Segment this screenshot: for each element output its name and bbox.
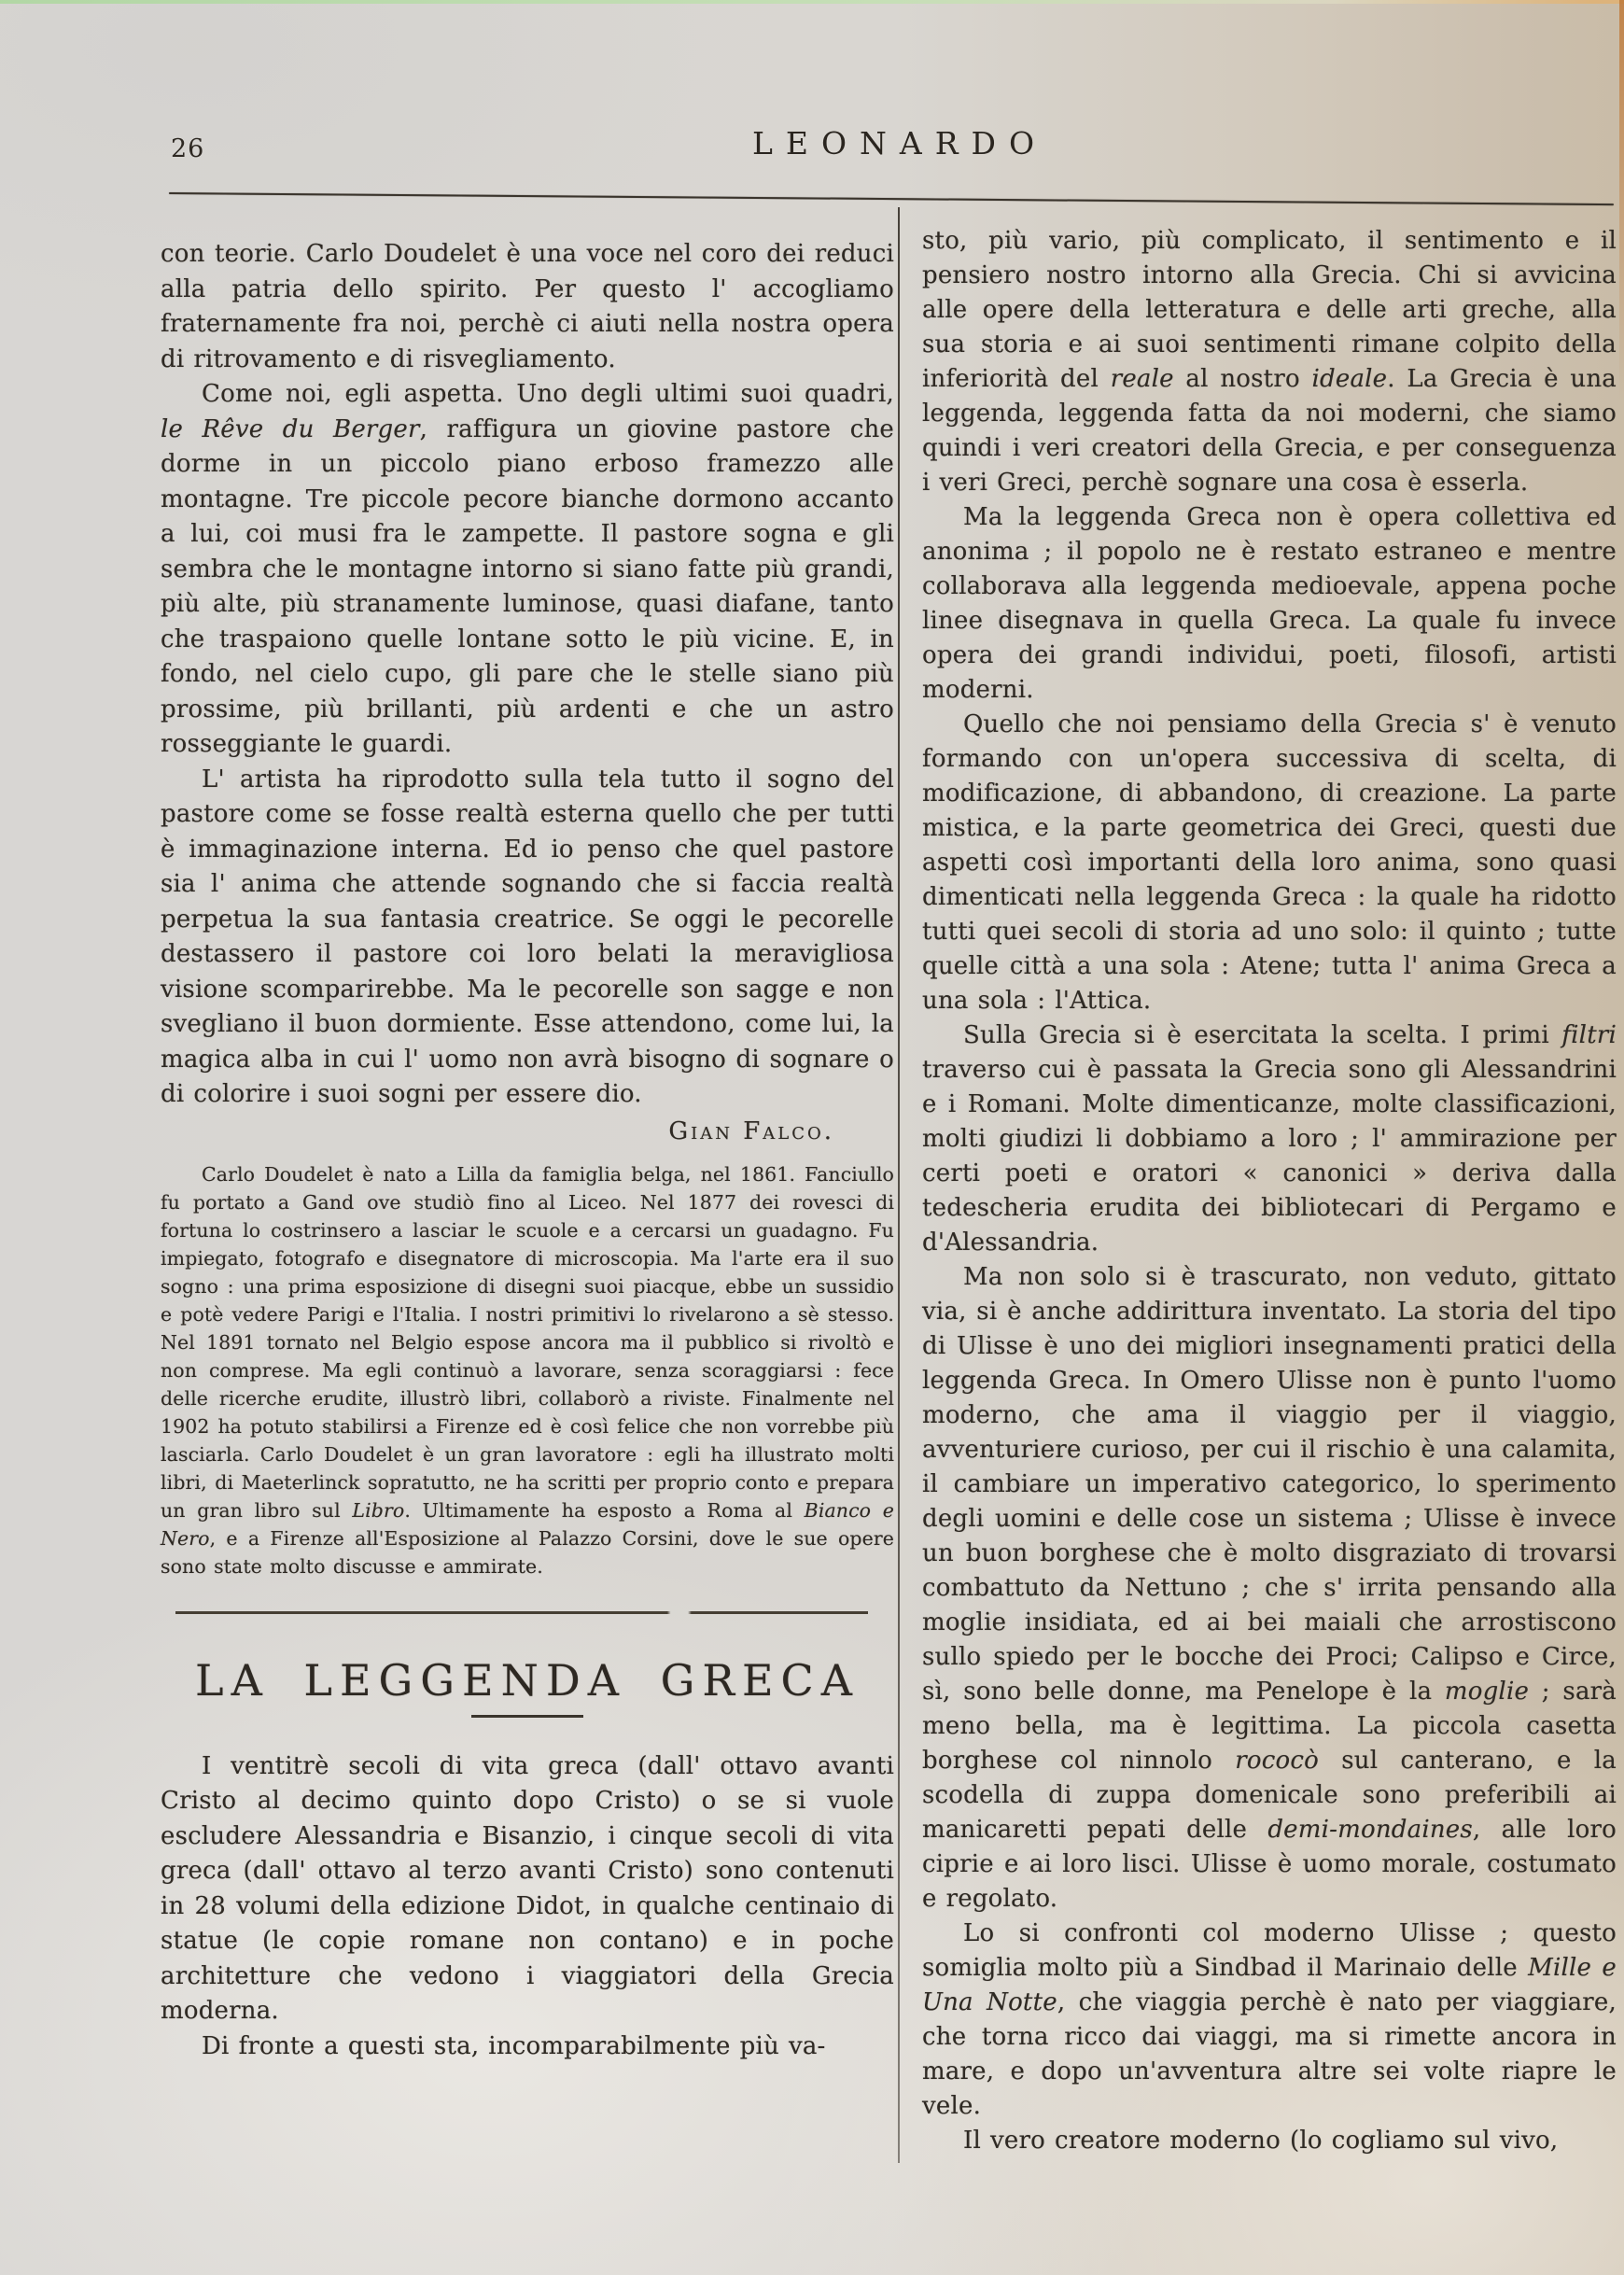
- paragraph: Ma non solo si è trascurato, non veduto, gittato via, si è anche addirittura inventato. La storia del tipo di Ulisse è uno dei migliori insegnamenti pratici della leggenda Greca. In Omero Ulisse non è punto l'uomo moderno, che ama il viaggio per il viaggio, avventuriere curioso, per cui il rischio è una calamita, il cambiare un imperativo categorico, lo sperimento degli uomini e delle cose un sistema ; Ulisse è invece un buon borghese che è molto disgraziato di trovarsi combattuto da Nettuno ; che s' irrita pensando alla moglie insidiata, ed ai bei maiali che arrostiscono sullo spiedo per le bocche dei Proci; Calipso e Circe, sì, sono belle donne, ma Penelope è la moglie ; sarà meno bella, ma è legittima. La piccola casetta borghese col ninnolo rococò sul canterano, e la scodella di zuppa domenicale sono preferibili ai manicaretti pepati delle demi-mondaines, alle loro ciprie e ai loro lisci. Ulisse è uomo morale, costumato e regolato.: [922, 1263, 1617, 1913]
- paragraph: L' artista ha riprodotto sulla tela tutto il sogno del pastore come se fosse realtà esterna quello che per tutti è immaginazione interna. Ed io penso che quel pastore sia l' anima che attende sognando che si faccia realtà perpetua la sua fantasia creatrice. Se oggi le pecorelle destassero il pastore coi loro belati la meravigliosa visione scomparirebbe. Ma le pecorelle son sagge e non svegliano il buon dormiente. Esse attendono, come lui, la magica alba in cui l' uomo non avrà bisogno di sognare o di colorire i suoi sogni per essere dio.: [161, 765, 894, 1108]
- biography-note: Carlo Doudelet è nato a Lilla da famiglia belga, nel 1861. Fanciullo fu portato a Gand ove studiò fino al Liceo. Nel 1877 dei rovesci di fortuna lo costrinsero a lasciar le scuole e a cercarsi un guadagno. Fu impiegato, fotografo e disegnatore di microscopia. Ma l'arte era il suo sogno : una prima esposizione di disegni suoi piacque, ebbe un sussidio e potè vedere Parigi e l'Italia. I nostri primitivi lo rivelarono a sè stesso. Nel 1891 tornato nel Belgio espose ancora ma il pubblico si rivoltò e non comprese. Ma egli continuò a lavorare, senza scoraggiarsi : fece delle ricerche erudite, illustrò libri, collaborò a riviste. Finalmente nel 1902 ha potuto stabilirsi a Firenze ed è così felice che non vorrebbe più lasciarla. Carlo Doudelet è un gran lavoratore : egli ha illustrato molti libri, di Maeterlinck sopratutto, ne ha scritti per proprio conto e prepara un gran libro sul Libro. Ultimamente ha esposto a Roma al Bianco e Nero, e a Firenze all'Esposizione al Palazzo Corsini, dove le sue opere sono state molto discusse e ammirate.: [161, 1162, 894, 1578]
- section-title: LA LEGGENDA GRECA: [195, 1655, 860, 1706]
- paragraph: Lo si confronti col moderno Ulisse ; questo somiglia molto più a Sindbad il Marinaio delle Mille e Una Notte, che viaggia perchè è nato per viaggiare, che torna ricco dai viaggi, ma si rimette ancora in mare, e dopo un'avventura altre sei volte riapre le vele.: [922, 1919, 1617, 2120]
- page-number: 26: [171, 134, 205, 163]
- paragraph: Ma la leggenda Greca non è opera collettiva ed anonima ; il popolo ne è restato estraneo e mentre collaborava alla leggenda medioevale, appena poche linee disegnava in quella Greca. La quale fu invece opera dei grandi individui, poeti, filosofi, artisti moderni.: [922, 503, 1617, 704]
- section-divider-rule: [175, 1611, 868, 1614]
- journal-title: LEONARDO: [751, 125, 1048, 161]
- paragraph: Quello che noi pensiamo della Grecia s' è venuto formando con un'opera successiva di scelta, di modificazione, di abbandono, di creazione. La parte mistica, e la parte geometrica dei Greci, questi due aspetti così importanti della loro anima, sono quasi dimenticati nella leggenda Greca : la quale ha ridotto tutti quei secoli di storia ad uno solo: il quinto ; tutte quelle città a una sola : Atene; tutta l' anima Greca a una sola : l'Attica.: [922, 710, 1617, 1015]
- header-rule: [169, 192, 1614, 205]
- left-column-article: [161, 237, 894, 1580]
- column-divider-rule: [898, 207, 900, 2163]
- paragraph: sto, più vario, più complicato, il sentimento e il pensiero nostro intorno alla Grecia. Chi si avvicina alle opere della letteratura e delle arti greche, alla sua storia e ai suoi sentimenti rimane colpito della inferiorità del reale al nostro ideale. La Grecia è una leggenda, leggenda fatta da noi moderni, che siamo quindi i veri creatori della Grecia, e per conseguenza i veri Greci, perchè sognare una cosa è esserla.: [922, 227, 1617, 497]
- paragraph: Sulla Grecia si è esercitata la scelta. I primi filtri traverso cui è passata la Grecia sono gli Alessandrini e i Romani. Molte dimenticanze, molte classificazioni, molti giudizi li dobbiamo a loro ; l' ammirazione per certi poeti e oratori « canonici » deriva dalla tedescheria erudita dei bibliotecari di Pergamo e d'Alessandria.: [922, 1021, 1617, 1257]
- left-column-new-section: [161, 1598, 894, 2064]
- right-column: [922, 224, 1617, 2158]
- title-underline-rule: [471, 1715, 583, 1718]
- paragraph: con teorie. Carlo Doudelet è una voce nel coro dei reduci alla patria dello spirito. Per questo l' accogliamo fraternamente fra noi, perchè ci aiuti nella nostra opera di ritrovamento e di risvegliamento.: [161, 240, 894, 373]
- scan-right-edge: [1619, 0, 1624, 401]
- paragraph: Di fronte a questi sta, incomparabilmente più va-: [202, 2031, 826, 2060]
- paragraph: Il vero creatore moderno (lo cogliamo sul vivo,: [963, 2127, 1559, 2155]
- paragraph: I ventitrè secoli di vita greca (dall' ottavo avanti Cristo al decimo quinto dopo Cristo) o se si vuole escludere Alessandria e Bisanzio, i cinque secoli di vita greca (dall' ottavo al terzo avanti Cristo) sono contenuti in 28 volumi della edizione Didot, in qualche centinaio di statue (le copie romane non contano) e in poche architetture che vedono i viaggiatori della Grecia moderna.: [161, 1751, 894, 2025]
- scan-top-edge: [0, 0, 1624, 4]
- author-signature: Gian Falco.: [668, 1116, 834, 1145]
- paragraph: Come noi, egli aspetta. Uno degli ultimi suoi quadri, le Rêve du Berger, raffigura un giovine pastore che dorme in un piccolo piano erboso framezzo alle montagne. Tre piccole pecore bianche dormono accanto a lui, coi musi fra le zampette. Il pastore sogna e gli sembra che le montagne intorno si siano fatte più grandi, più alte, più stranamente luminose, quasi diafane, tanto che traspaiono quelle lontane sotto le più vicine. E, in fondo, nel cielo cupo, gli pare che le stelle siano più prossime, più brillanti, più ardenti e che un astro rosseggiante le guardi.: [161, 380, 894, 758]
